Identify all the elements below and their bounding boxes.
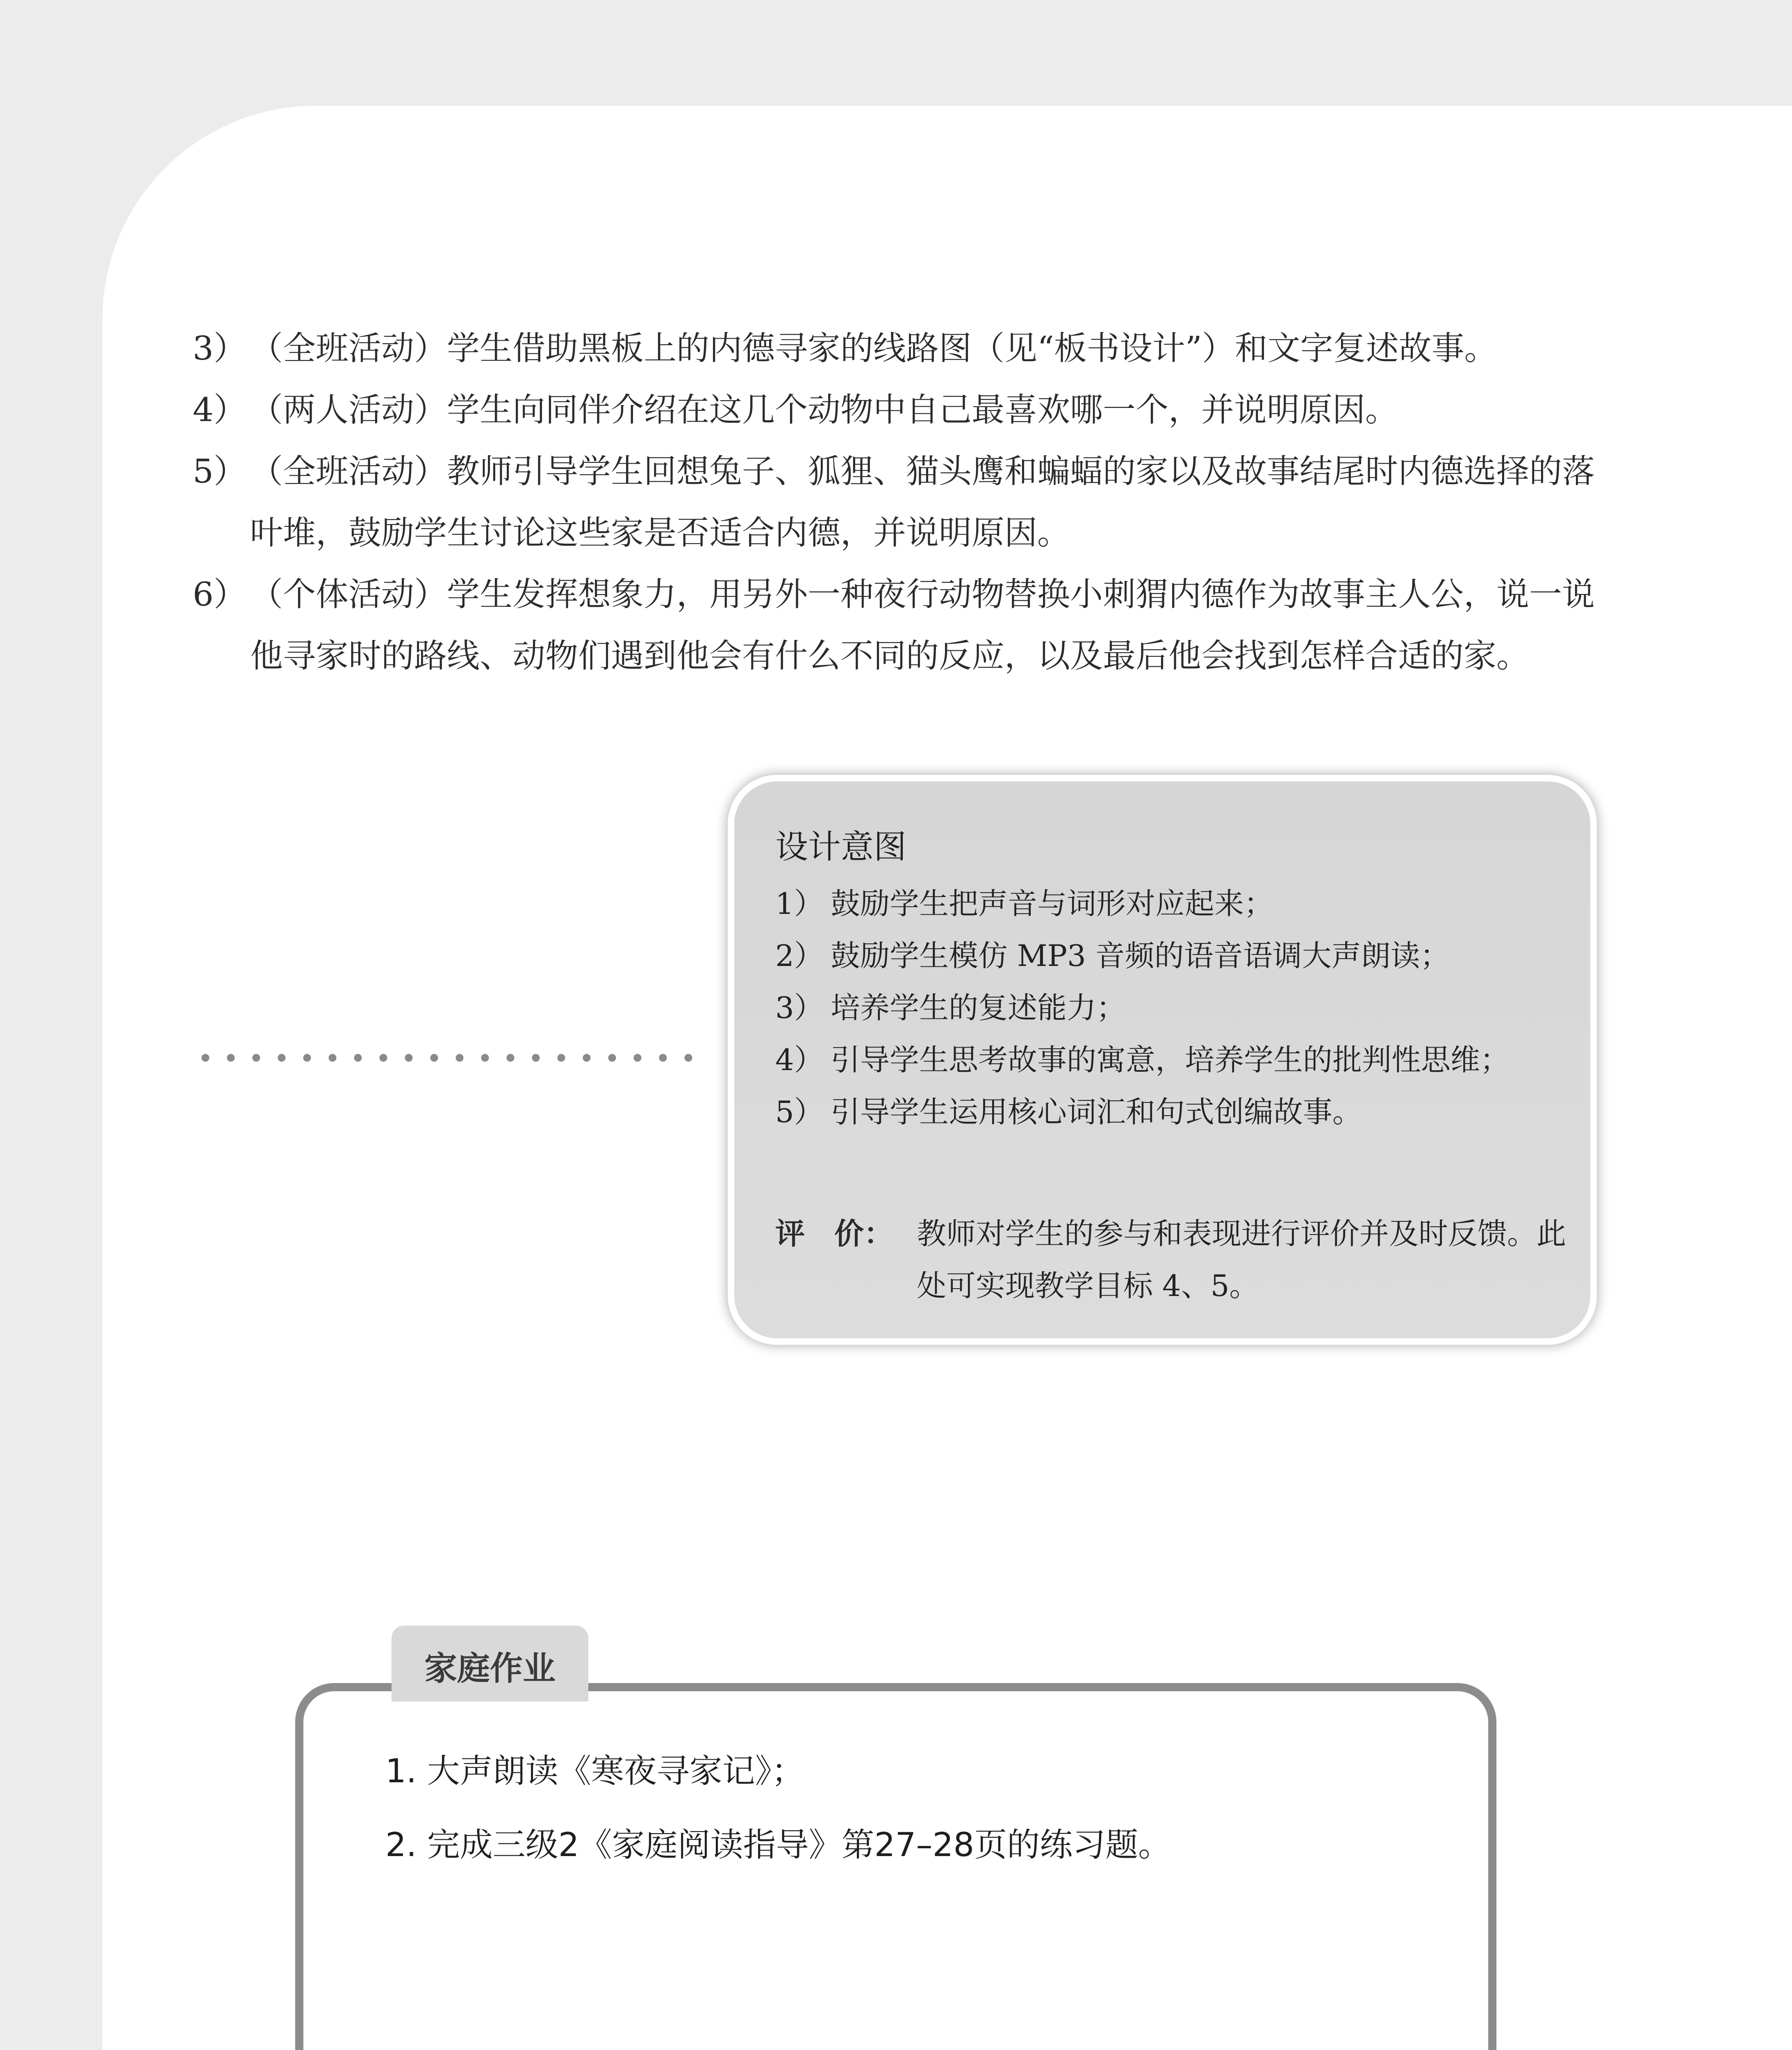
design-title: 设计意图 bbox=[775, 828, 906, 866]
item-text: 鼓励学生把声音与词形对应起来； bbox=[831, 886, 1274, 921]
item-number: 4） bbox=[193, 391, 246, 429]
list-item bbox=[193, 564, 1619, 687]
item-number: 6） bbox=[193, 575, 246, 613]
dotted-leader bbox=[193, 1052, 701, 1064]
item-text: （全班活动）教师引导学生回想兔子、狐狸、猫头鹰和蝙蝠的家以及故事结尾时内德选择的落叶堆，鼓励学生讨论这些家是否适合内德，并说明原因。 bbox=[250, 452, 1595, 552]
list-item bbox=[775, 930, 1554, 982]
item-text: （两人活动）学生向同伴介绍在这几个动物中自己最喜欢哪一个，并说明原因。 bbox=[250, 391, 1398, 429]
list-item bbox=[775, 878, 1554, 930]
item-text: 培养学生的复述能力； bbox=[831, 991, 1126, 1025]
list-item bbox=[775, 982, 1554, 1034]
evaluation bbox=[775, 1208, 1567, 1312]
evaluation-label: 评 价： bbox=[775, 1216, 894, 1251]
item-number: 1） bbox=[775, 886, 824, 921]
item-text: （个体活动）学生发挥想象力，用另外一种夜行动物替换小刺猬内德作为故事主人公，说一说他寻家时的路线、动物们遇到他会有什么不同的反应，以及最后他会找到怎样合适的家。 bbox=[250, 575, 1595, 675]
homework-item: 2. 完成三级2《家庭阅读指导》第27–28页的练习题。 bbox=[385, 1826, 1171, 1864]
item-text: 引导学生运用核心词汇和句式创编故事。 bbox=[831, 1095, 1362, 1129]
homework-item: 1. 大声朗读《寒夜寻家记》； bbox=[385, 1752, 804, 1790]
item-text: 引导学生思考故事的寓意，培养学生的批判性思维； bbox=[831, 1043, 1510, 1077]
activity-list bbox=[193, 318, 1619, 687]
item-text: 鼓励学生模仿 MP3 音频的语音语调大声朗读； bbox=[831, 938, 1450, 973]
homework-tab bbox=[392, 1626, 588, 1702]
homework-list bbox=[385, 1734, 1451, 1882]
list-item bbox=[775, 1086, 1554, 1138]
design-intent-box bbox=[728, 775, 1597, 1345]
design-list bbox=[775, 878, 1554, 1138]
list-item bbox=[193, 441, 1619, 564]
list-item bbox=[193, 318, 1619, 379]
item-number: 4） bbox=[775, 1043, 824, 1077]
homework-title: 家庭作业 bbox=[424, 1649, 556, 1688]
homework-box bbox=[295, 1683, 1496, 2050]
item-number: 2） bbox=[775, 938, 824, 973]
item-text: （全班活动）学生借助黑板上的内德寻家的线路图（见“板书设计”）和文字复述故事。 bbox=[250, 329, 1497, 367]
item-number: 5） bbox=[775, 1095, 824, 1129]
list-item bbox=[775, 1034, 1554, 1086]
item-number: 5） bbox=[193, 452, 246, 490]
item-number: 3） bbox=[775, 991, 824, 1025]
item-number: 3） bbox=[193, 329, 246, 367]
evaluation-text: 教师对学生的参与和表现进行评价并及时反馈。此处可实现教学目标 4、5。 bbox=[917, 1216, 1567, 1303]
list-item bbox=[193, 379, 1619, 441]
